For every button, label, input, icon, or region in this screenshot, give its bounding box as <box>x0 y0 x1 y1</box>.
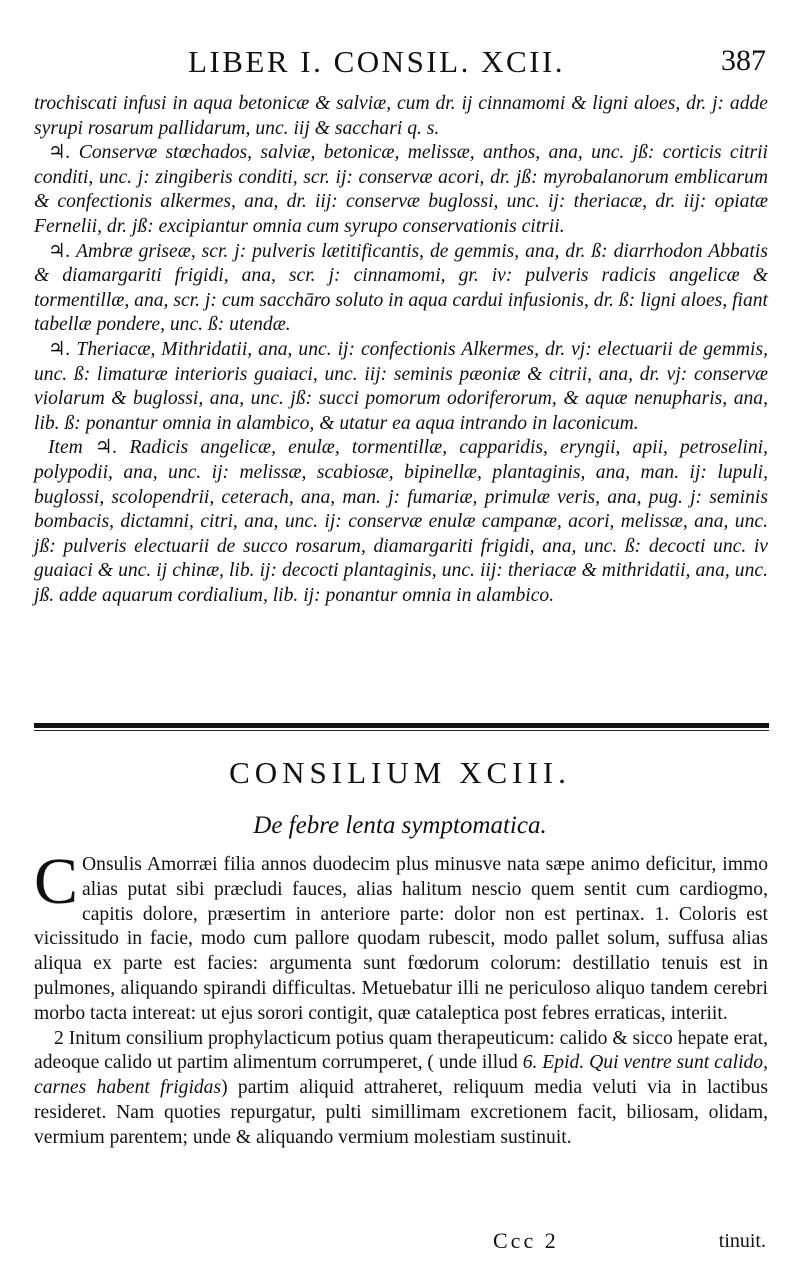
prescription-paragraph: ♃. Theriacæ, Mithridatii, ana, unc. ij: confectionis Alkermes, dr. vj: electuarii de gemmis, unc. ß: limaturæ interioris guaiaci, unc. iij: seminis pæoniæ & citrii, ana, dr. vj: conservæ violarum & buglossi, ana, unc. jß: succi pomorum odoriferorum, & aquæ nenupharis, ana, lib. ß: ponantur omnia in alambico, & utatur ea aqua intrando in laconicum. <box>34 338 768 434</box>
signature-mark: Ccc 2 <box>493 1228 559 1253</box>
running-title: LIBER I. CONSIL. XCII. <box>188 44 566 79</box>
prescription-paragraph: Item ♃. Radicis angelicæ, enulæ, tormentillæ, capparidis, eryngii, apii, petroselini, polypodii, ana, unc. ij: melissæ, scabiosæ, bipinellæ, plantaginis, ana, man. ij: lupuli, buglossi, scolopendrii, ceterach, ana, man. j: fumariæ, primulæ veris, ana, pug. j: seminis bombacis, dictamni, citri, ana, unc. ij: conservæ enulæ campanæ, acori, melissæ, ana, unc. jß: pulveris electuarii de succo rosarum, diamargariti frigidi, ana, unc. ß: decocti unc. iv guaiaci & unc. ij chinæ, lib. ij: decocti plantaginis, unc. iij: theriacæ & mithridatii, ana, unc. jß. adde aquarum cordialium, lib. ij: ponantur omnia in alambico. <box>34 437 768 606</box>
prescription-block <box>34 92 768 608</box>
consilium-subtitle: De febre lenta symptomatica. <box>253 812 547 839</box>
citation-italic: 6. Epid. Qui ventre sunt calido, carnes habent frigidas <box>34 1052 769 1099</box>
running-head <box>0 38 800 86</box>
body-paragraph-1 <box>34 845 768 1027</box>
section-divider <box>34 723 769 728</box>
consilium-title: CONSILIUM XCIII. <box>229 755 571 790</box>
paragraph-1-text: Onsulis Amorræi filia annos duodecim plus minusve nata sæpe animo deficitur, immo alias putat sibi præcludi fauces, alias halitum nescio quem sentit cum cardiogmo, capitis dolore, præsertim in anteriore parte: dolor non est pertinax. 1. Coloris est vicissitudo in facie, modo cum pallore quodam rubescit, modo pallet solum, suffusa alias aliqua ex parte est facies: argumenta sunt fœdorum colorum: destillatio tenuis est in pulmones, aliquando spirandi difficultas. Metuebatur illi ne periculoso aliquo tandem cerebri morbo tacta intereat: ut ejus sorori contigit, quæ cataleptica post febres erraticas, interiit. <box>34 854 768 1024</box>
paragraph-2-text-b: ) partim aliquid attraheret, reliquum media veluti via in lactibus resideret. Nam quoties repurgatur, pulti simillimam excretionem facit, biliosam, olidam, vermium parentem; unde & aliquando vermium molestiam sustinuit. <box>34 1077 768 1148</box>
body-paragraph-2 <box>34 1027 768 1151</box>
section-divider-thin <box>34 730 769 731</box>
prescription-paragraph: ♃. Ambræ griseæ, scr. j: pulveris lætitificantis, de gemmis, ana, dr. ß: diarrhodon Abbatis & diamargariti frigidi, ana, scr. j: cinnamomi, gr. iv: pulveris radicis angelicæ & tormentillæ, ana, scr. j: cum sacchāro soluto in aqua cardui infusionis, dr. ß: ligni aloes, fiant tabellæ pondere, unc. ß: utendæ. <box>34 240 768 336</box>
consilium-body <box>34 845 769 1151</box>
catchword: tinuit. <box>718 1230 766 1252</box>
page-number: 387 <box>721 44 766 77</box>
drop-cap: C <box>34 845 79 918</box>
paragraph-2-text-a: 2 Initum consilium prophylacticum potius quam therapeuticum: calido & sicco hepate erat, adeoque calido ut partim alimentum corrumperet, ( unde illud <box>34 1027 768 1074</box>
prescription-paragraph: trochiscati infusi in aqua betonicæ & salviæ, cum dr. ij cinnamomi & ligni aloes, dr. j: adde syrupi rosarum pallidarum, unc. iij & sacchari q. s. <box>34 93 768 139</box>
prescription-paragraph: ♃. Conservæ stœchados, salviæ, betonicæ, melissæ, anthos, ana, unc. jß: corticis citrii conditi, unc. j: zingiberis conditi, scr. ij: conservæ acori, dr. jß: myrobalanorum emblicarum & confectionis alkermes, ana, dr. iij: conservæ buglossi, unc. ij: theriacæ, dr. iij: opiatæ Fernelii, dr. jß: excipiantur omnia cum syrupo conservationis citrii. <box>34 142 768 237</box>
